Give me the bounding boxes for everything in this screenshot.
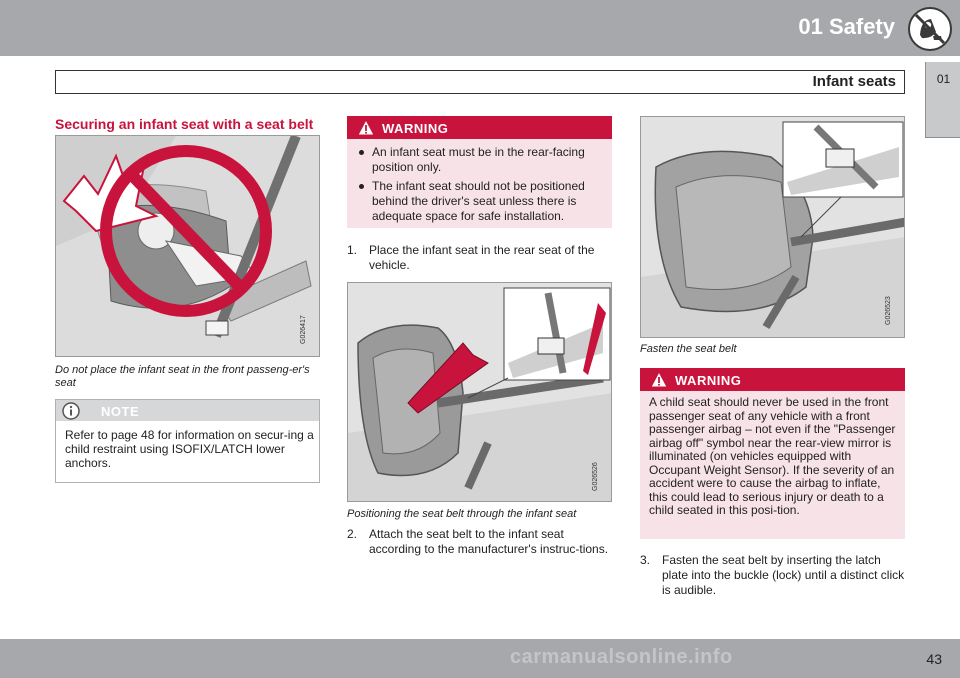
section-title-bar (55, 70, 905, 94)
warning-title: WARNING (382, 121, 449, 136)
warning-bullet (359, 145, 607, 175)
chapter-title: 01 Safety (798, 14, 895, 39)
bullet-dot (359, 150, 364, 155)
figure-code: G026523 (885, 296, 892, 325)
fasten-belt-illustration (641, 117, 905, 338)
warning-box-airbag (640, 368, 905, 539)
figure-code: G026417 (300, 315, 307, 344)
warning-bullet-text: An infant seat must be in the rear-facing position only. (372, 145, 585, 174)
note-box (55, 399, 320, 483)
step-text: Place the infant seat in the rear seat of the vehicle. (369, 243, 595, 272)
figure-code: G026526 (592, 462, 599, 491)
warning-header (640, 368, 905, 391)
warning-bullet (359, 179, 607, 224)
section-title: Infant seats (812, 73, 896, 90)
front-seat-infant-seat-figure (55, 135, 320, 357)
step-item (347, 243, 615, 273)
prohibited-front-seat-illustration (56, 136, 320, 357)
warning-title: WARNING (675, 373, 742, 388)
warning-box-rear-facing (347, 116, 612, 228)
figure-caption: Fasten the seat belt (640, 343, 737, 355)
warning-header (347, 116, 612, 139)
figure-caption: Do not place the infant seat in the front passeng-er's seat (55, 364, 310, 389)
bullet-dot (359, 184, 364, 189)
note-title: NOTE (101, 404, 140, 419)
fasten-belt-figure (640, 116, 905, 338)
chapter-tab (925, 62, 960, 138)
info-icon (62, 402, 80, 420)
chapter-tab-label: 01 (936, 72, 951, 86)
step-number: 1. (347, 243, 358, 257)
step-item (347, 527, 615, 557)
warning-triangle-icon (357, 119, 375, 136)
note-header (56, 400, 319, 421)
warning-triangle-icon (650, 371, 668, 388)
no-infant-seat-icon (907, 6, 953, 52)
step-text: Fasten the seat belt by inserting the latch plate into the buckle (lock) until a distinct click is audible. (662, 553, 905, 597)
warning-text: A child seat should never be used in the front passenger seat of any vehicle with a front passenger airbag – not even if the "Passenger airbag off" symbol near the rear-view mirror is illuminated (on vehicles equipped with Occupant Weight Sensor). If the severity of an accident were to cause the airbag to inflate, this could lead to serious injury or death to a child seated in this posi-tion. (649, 395, 896, 517)
belt-routing-figure (347, 282, 612, 502)
warning-bullet-text: The infant seat should not be positioned behind the driver's seat unless there is adequate space for safe installation. (372, 179, 585, 223)
figure-caption: Positioning the seat belt through the infant seat (347, 508, 577, 520)
watermark: carmanualsonline.info (510, 646, 733, 668)
step-text: Attach the seat belt to the infant seat according to the manufacturer's instruc-tions. (369, 527, 609, 556)
step-number: 2. (347, 527, 358, 541)
step-number: 3. (640, 553, 651, 567)
note-text: Refer to page 48 for information on secur-ing a child restraint using ISOFIX/LATCH lower anchors. (65, 428, 314, 470)
page-number: 43 (926, 651, 942, 667)
step-item (640, 553, 908, 598)
belt-routing-illustration (348, 283, 612, 502)
section-heading: Securing an infant seat with a seat belt (55, 116, 314, 132)
footer-band (0, 639, 960, 678)
